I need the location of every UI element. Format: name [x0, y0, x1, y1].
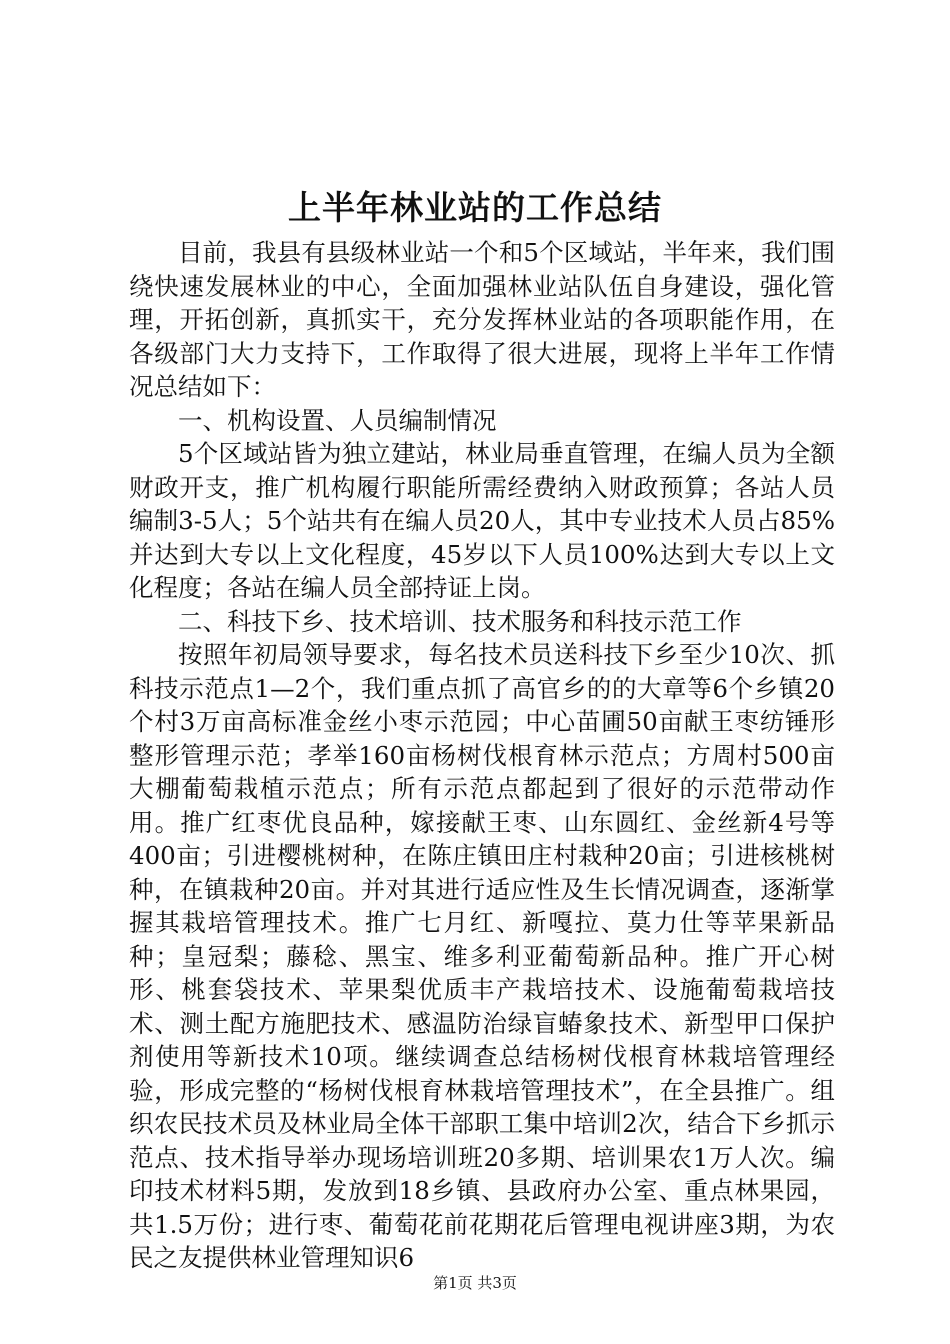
- paragraph-section-2: 按照年初局领导要求，每名技术员送科技下乡至少10次、抓科技示范点1—2个，我们重点抓了高官乡的的大章等6个乡镇20个村3万亩高标准金丝小枣示范园；中心苗圃50亩献王枣纺锤形整形管理示范；孝举160亩杨树伐根育林示范点；方周村500亩大棚葡萄栽植示范点；所有示范点都起到了很好的示范带动作用。推广红枣优良品种，嫁接献王枣、山东圆红、金丝新4号等400亩；引进樱桃树种，在陈庄镇田庄村栽种20亩；引进核桃树种，在镇栽种20亩。并对其进行适应性及生长情况调查，逐渐掌握其栽培管理技术。推广七月红、新嘎拉、莫力仕等苹果新品种；皇冠梨；藤稔、黑宝、维多利亚葡萄新品种。推广开心树形、桃套袋技术、苹果梨优质丰产栽培技术、设施葡萄栽培技术、测土配方施肥技术、感温防治绿盲蝽象技术、新型甲口保护剂使用等新技术10项。继续调查总结杨树伐根育林栽培管理经验，形成完整的“杨树伐根育林栽培管理技术”，在全县推广。组织农民技术员及林业局全体干部职工集中培训2次，结合下乡抓示范点、技术指导举办现场培训班20多期、培训果农1万人次。编印技术材料5期，发放到18乡镇、县政府办公室、重点林果园，共1.5万份；进行枣、葡萄花前花期花后管理电视讲座3期，为农民之友提供林业管理知识6: [129, 640, 835, 1272]
- page-number-footer: 第1页 共3页: [433, 1274, 517, 1292]
- document-title: 上半年林业站的工作总结: [288, 188, 662, 227]
- paragraph-intro: 目前，我县有县级林业站一个和5个区域站，半年来，我们围绕快速发展林业的中心，全面加强林业站队伍自身建设，强化管理，开拓创新，真抓实干，充分发挥林业站的各项职能作用，在各级部门大力支持下，工作取得了很大进展，现将上半年工作情况总结如下：: [129, 238, 835, 401]
- paragraph-section-1: 5个区域站皆为独立建站，林业局垂直管理，在编人员为全额财政开支，推广机构履行职能所需经费纳入财政预算；各站人员编制3-5人；5个站共有在编人员20人，其中专业技术人员占85%并达到大专以上文化程度，45岁以下人员100%达到大专以上文化程度；各站在编人员全部持证上岗。: [129, 439, 835, 602]
- section-heading-2: 二、科技下乡、技术培训、技术服务和科技示范工作: [178, 606, 742, 636]
- section-heading-1: 一、机构设置、人员编制情况: [178, 405, 497, 435]
- document-body: [129, 236, 835, 1275]
